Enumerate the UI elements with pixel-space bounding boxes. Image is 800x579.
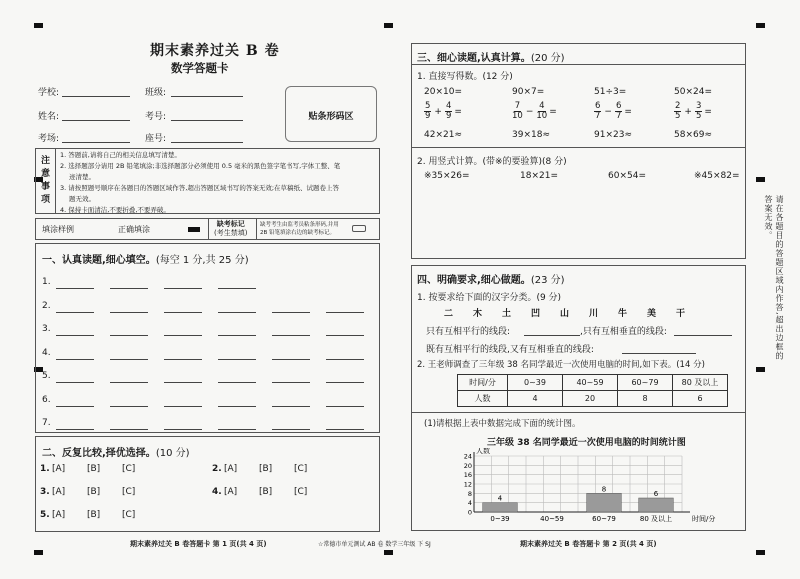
choice-option-bubble[interactable]: [C] xyxy=(294,487,308,497)
char-row xyxy=(434,306,695,319)
registration-mark xyxy=(756,367,765,372)
y-tick-label: 12 xyxy=(463,480,472,489)
field-class-label: 班级: xyxy=(145,88,167,98)
choice-option-bubble[interactable]: [A] xyxy=(52,510,66,520)
x-tick-label: 0~39 xyxy=(490,515,510,523)
notice-title: 注 意 事 项 xyxy=(36,149,56,213)
fill-row-number: 5. xyxy=(42,371,51,381)
fraction-item: $\frac{5}{9}$ + $\frac{4}{9}$ = xyxy=(425,101,462,121)
fill-blank[interactable] xyxy=(56,382,94,383)
fill-row-number: 4. xyxy=(42,347,51,358)
chart-title: 三年级 38 名同学最近一次使用电脑的时间统计图 xyxy=(487,438,686,448)
barcode-area xyxy=(285,86,377,142)
fill-blank[interactable] xyxy=(56,429,94,430)
fill-blank[interactable] xyxy=(272,406,310,407)
registration-mark xyxy=(34,23,43,28)
choice-option-bubble[interactable]: [A] xyxy=(52,464,66,474)
notice-box xyxy=(35,148,380,214)
estimate-item: 42×21≈ xyxy=(424,130,462,140)
fill-row-number: 2. xyxy=(42,300,51,311)
fill-blank[interactable] xyxy=(110,288,148,289)
bar-data-label: 4 xyxy=(497,494,503,503)
field-school-label: 学校: xyxy=(38,88,60,98)
section-3-q1: 1. 直接写得数。(12 分) xyxy=(417,72,513,82)
fill-sample-correct: 正确填涂 xyxy=(118,225,150,234)
classify-answer-c[interactable] xyxy=(622,353,696,354)
fill-blank[interactable] xyxy=(56,359,94,360)
fill-blank[interactable] xyxy=(56,335,94,336)
fill-blank[interactable] xyxy=(218,429,256,430)
fill-blank[interactable] xyxy=(272,335,310,336)
choice-number: 3. xyxy=(40,487,50,497)
fill-row-number: 6. xyxy=(42,394,51,405)
y-tick-label: 0 xyxy=(467,508,472,517)
choice-option-bubble[interactable]: [C] xyxy=(122,510,136,520)
x-tick-label: 80 及以上 xyxy=(639,515,673,523)
page-title: 期末素养过关 B 卷 xyxy=(150,43,280,59)
bar xyxy=(587,493,622,512)
bar-data-label: 6 xyxy=(653,490,659,498)
registration-mark xyxy=(756,550,765,555)
fill-blank[interactable] xyxy=(164,335,202,336)
section-1-box xyxy=(35,243,380,433)
choice-option-bubble[interactable]: [C] xyxy=(122,487,136,497)
hanzi-char: 土 xyxy=(501,309,511,319)
classify-answer-a[interactable] xyxy=(524,335,580,336)
fill-blank[interactable] xyxy=(326,312,364,313)
registration-mark xyxy=(34,550,43,555)
fill-blank[interactable] xyxy=(110,312,148,313)
registration-mark xyxy=(384,23,393,28)
field-room-line[interactable] xyxy=(62,142,130,143)
hanzi-char: 牛 xyxy=(617,309,627,319)
footer-right: 期末素养过关 B 卷答题卡 第 2 页(共 4 页) xyxy=(520,540,657,548)
field-seat-label: 座号: xyxy=(145,134,167,144)
vertical-calc-item: 60×54= xyxy=(608,171,646,181)
choice-number: 1. xyxy=(40,464,50,474)
field-class-line[interactable] xyxy=(171,96,243,97)
hanzi-char: 凹 xyxy=(530,309,540,319)
choice-option-bubble[interactable]: [B] xyxy=(87,464,101,474)
fill-blank[interactable] xyxy=(110,429,148,430)
calc-item: 50×24= xyxy=(674,87,712,97)
x-tick-label: 60~79 xyxy=(592,515,616,523)
fill-row-number: 7. xyxy=(42,418,51,428)
vertical-calc-item: ※35×26= xyxy=(424,171,470,181)
section-4-title: 四、明确要求,细心做题。(23 分) xyxy=(417,275,565,286)
choice-number: 5. xyxy=(40,510,50,520)
absent-bubble[interactable] xyxy=(352,225,366,232)
survey-table xyxy=(457,374,728,407)
calc-item: 51÷3= xyxy=(594,87,627,97)
section-3-box xyxy=(411,43,746,259)
fill-blank[interactable] xyxy=(218,312,256,313)
fill-blank[interactable] xyxy=(110,359,148,360)
fill-blank[interactable] xyxy=(164,406,202,407)
fraction-item: $\frac{6}{7}$ − $\frac{6}{7}$ = xyxy=(595,101,632,121)
footer-middle: ☆常德市单元测试 AB 卷 数学三年级 下 SJ xyxy=(318,541,431,548)
fill-blank[interactable] xyxy=(326,335,364,336)
section-4-q1: 1. 按要求给下面的汉字分类。(9 分) xyxy=(417,293,562,303)
hanzi-char: 木 xyxy=(472,309,482,319)
fill-blank[interactable] xyxy=(56,406,94,407)
section-4-box xyxy=(411,265,746,531)
choice-option-bubble[interactable]: [C] xyxy=(122,464,136,474)
vertical-calc-item: ※45×82= xyxy=(694,171,740,181)
page-subtitle: 数学答题卡 xyxy=(171,61,229,75)
field-seat-line[interactable] xyxy=(171,142,243,143)
x-axis-label: 时间/分 xyxy=(692,515,716,523)
notice-items: 1. 答题前,请将自己的相关信息填写清楚。 2. 选择题部分请用 2B 铅笔填涂;非选择题部分必须使用 0.5 毫米的黑色签字笔书写,字体工整、笔 迹清楚。 3. 请按照题号顺序在各题目的答题区域作答,超出答题区域书写的答案无效;在草稿纸、试题卷上答 题无效。 4. 保持卡面清洁,不要折叠,不要弄破。 xyxy=(60,151,341,214)
choice-number: 2. xyxy=(212,464,222,474)
side-note: 请在各题目的答题区域内作答,超出边框的答案无效。 xyxy=(764,195,784,361)
y-tick-label: 8 xyxy=(467,489,472,498)
y-tick-label: 24 xyxy=(463,452,472,461)
choice-option-bubble[interactable]: [B] xyxy=(87,510,101,520)
fill-blank[interactable] xyxy=(110,382,148,383)
hanzi-char: 干 xyxy=(675,309,685,319)
fill-blank[interactable] xyxy=(56,288,94,289)
bar-data-label: 8 xyxy=(601,485,607,494)
registration-mark xyxy=(756,177,765,182)
fill-blank[interactable] xyxy=(272,429,310,430)
fill-blank[interactable] xyxy=(218,359,256,360)
x-tick-label: 40~59 xyxy=(540,515,564,523)
footer-left: 期末素养过关 B 卷答题卡 第 1 页(共 4 页) xyxy=(130,540,267,548)
absent-note: 缺考考生由监考员粘条形码,并用 2B 铅笔填涂右边的缺考标记。 xyxy=(260,222,339,236)
fill-blank[interactable] xyxy=(326,406,364,407)
bar xyxy=(639,498,674,512)
classify-line-b: ,只有互相垂直的线段: xyxy=(580,327,667,337)
fill-blank[interactable] xyxy=(218,382,256,383)
fill-blank[interactable] xyxy=(326,429,364,430)
fill-blank[interactable] xyxy=(164,288,202,289)
field-school-line[interactable] xyxy=(62,96,130,97)
classify-answer-b[interactable] xyxy=(674,335,732,336)
choice-option-bubble[interactable]: [C] xyxy=(294,464,308,474)
table-row: 时间/分 0~39 40~59 60~79 80 及以上 xyxy=(458,375,728,391)
fill-blank[interactable] xyxy=(164,429,202,430)
fill-blank[interactable] xyxy=(164,312,202,313)
field-examno-label: 考号: xyxy=(145,112,167,122)
barcode-label: 贴条形码区 xyxy=(308,112,354,122)
fill-blank[interactable] xyxy=(272,359,310,360)
vertical-calc-item: 18×21= xyxy=(520,171,558,181)
field-examno-line[interactable] xyxy=(171,120,243,121)
classify-line-c: 既有互相平行的线段,又有互相垂直的线段: xyxy=(426,345,594,355)
fill-blank[interactable] xyxy=(110,335,148,336)
calc-item: 20×10= xyxy=(424,87,462,97)
fill-row-number: 1. xyxy=(42,277,51,287)
field-name-label: 姓名: xyxy=(38,112,60,122)
absent-label: 缺考标记 (考生禁填) xyxy=(214,220,248,237)
fill-sample-label: 填涂样例 xyxy=(42,225,74,234)
section-4-q2-1: (1)请根据上表中数据完成下面的统计图。 xyxy=(424,419,581,429)
fill-blank[interactable] xyxy=(218,335,256,336)
hanzi-char: 二 xyxy=(443,309,453,319)
y-tick-label: 4 xyxy=(467,499,472,508)
fill-blank[interactable] xyxy=(326,359,364,360)
registration-mark xyxy=(756,23,765,28)
fraction-item: $\frac{2}{5}$ + $\frac{3}{5}$ = xyxy=(675,101,712,121)
choice-option-bubble[interactable]: [A] xyxy=(224,464,238,474)
table-row: 人数 4 20 8 6 xyxy=(458,391,728,407)
section-3-q2: 2. 用竖式计算。(带※的要验算)(8 分) xyxy=(417,157,567,167)
choice-option-bubble[interactable]: [B] xyxy=(87,487,101,497)
field-room-label: 考场: xyxy=(38,134,60,144)
calc-item: 90×7= xyxy=(512,87,545,97)
classify-line-a: 只有互相平行的线段: xyxy=(426,327,511,337)
fill-sample-box xyxy=(35,218,380,240)
fill-blank[interactable] xyxy=(110,406,148,407)
fraction-item: $\frac{7}{10}$ − $\frac{4}{10}$ = xyxy=(512,101,557,121)
choice-option-bubble[interactable]: [A] xyxy=(52,487,66,497)
estimate-item: 39×18≈ xyxy=(512,130,550,140)
choice-option-bubble[interactable]: [B] xyxy=(259,464,273,474)
estimate-item: 91×23≈ xyxy=(594,130,632,140)
filled-bubble-sample xyxy=(188,227,200,232)
fill-blank[interactable] xyxy=(218,406,256,407)
fill-blank[interactable] xyxy=(218,288,256,289)
choice-option-bubble[interactable]: [B] xyxy=(259,487,273,497)
registration-mark xyxy=(384,550,393,555)
section-2-box xyxy=(35,436,380,532)
bar xyxy=(483,503,518,512)
fill-blank[interactable] xyxy=(326,382,364,383)
bar-chart xyxy=(452,448,722,528)
fill-blank[interactable] xyxy=(164,382,202,383)
y-tick-label: 20 xyxy=(463,461,472,470)
y-tick-label: 16 xyxy=(463,471,472,480)
section-3-title: 三、细心读题,认真计算。(20 分) xyxy=(417,53,565,64)
hanzi-char: 川 xyxy=(588,309,598,319)
y-axis-label: 人数 xyxy=(476,448,490,455)
fill-blank[interactable] xyxy=(272,312,310,313)
fill-blank[interactable] xyxy=(56,312,94,313)
choice-option-bubble[interactable]: [A] xyxy=(224,487,238,497)
field-name-line[interactable] xyxy=(62,120,130,121)
hanzi-char: 山 xyxy=(559,309,569,319)
estimate-item: 58×69≈ xyxy=(674,130,712,140)
hanzi-char: 美 xyxy=(646,309,656,319)
fill-blank[interactable] xyxy=(164,359,202,360)
section-1-title: 一、认真读题,细心填空。(每空 1 分,共 25 分) xyxy=(42,255,249,266)
section-4-q2: 2. 王老师调查了三年级 38 名同学最近一次使用电脑的时间,如下表。(14 分) xyxy=(417,360,705,370)
fill-row-number: 3. xyxy=(42,324,51,334)
choice-number: 4. xyxy=(212,487,222,497)
section-2-title: 二、反复比较,择优选择。(10 分) xyxy=(42,448,190,459)
fill-blank[interactable] xyxy=(272,382,310,383)
